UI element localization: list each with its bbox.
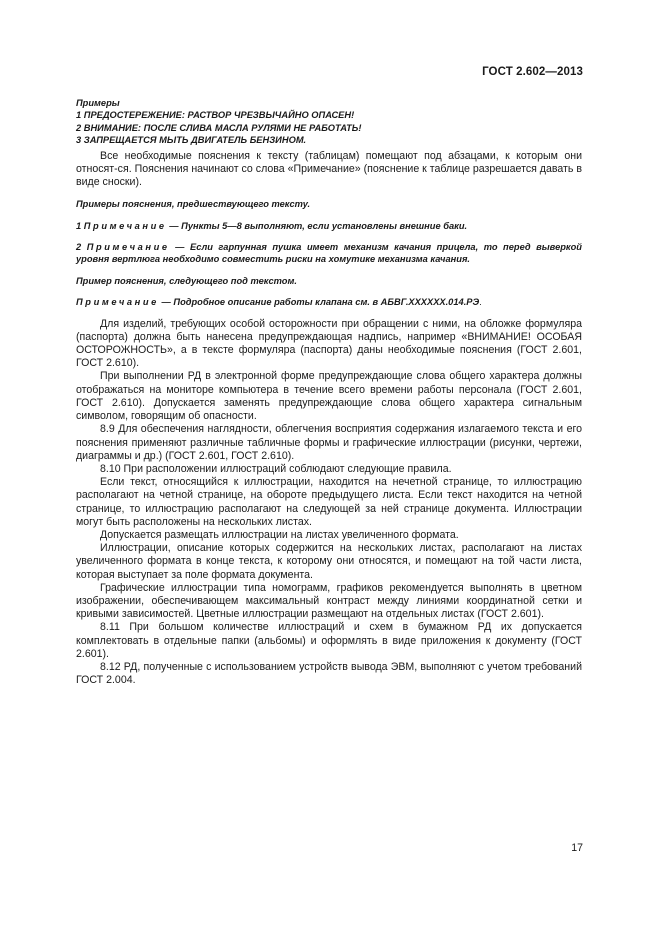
note-2-text: — Если гарпунная пушка имеет механизм качания прицела, то перед выверкой уровня вертлюга необходимо совместить риски на хомутике механизма качания. bbox=[76, 242, 582, 265]
note-3 bbox=[76, 296, 582, 308]
note-3-label: Примечание bbox=[76, 297, 159, 308]
note-1-label: Примечание bbox=[83, 220, 167, 231]
note-3-text: — Подробное описание работы клапана см. в АБВГ.XXXXXX.014.РЭ bbox=[158, 297, 480, 308]
note-3-end: . bbox=[479, 297, 482, 308]
paragraph-8-10: 8.10 При расположении иллюстраций соблюдают следующие правила. bbox=[100, 462, 452, 475]
document-code-header: ГОСТ 2.602—2013 bbox=[482, 66, 583, 78]
examples-preceding-title: Примеры пояснения, предшествующего тексту. bbox=[76, 199, 311, 210]
paragraph-caution: Для изделий, требующих особой осторожности при обращении с ними, на обложке формуляра (паспорта) должна быть нанесена предупреждающая надпись, например «ВНИМАНИЕ! ОСОБАЯ ОСТОРОЖНОСТЬ», а в тексте формуляра (паспорта) даны необходимые пояснения (ГОСТ 2.601, ГОСТ 2.610). bbox=[76, 317, 582, 370]
note-2-number: 2 bbox=[76, 242, 87, 253]
examples-following-title: Пример пояснения, следующего под текстом. bbox=[76, 275, 297, 286]
paragraph-electronic-form: При выполнении РД в электронной форме предупреждающие слова общего характера должны отображаться на мониторе компьютера в течение всего времени работы персонала (ГОСТ 2.601, ГОСТ 2.610). Допускается заменять предупреждающие слова общего характера сигнальным символом, говорящим об опасности. bbox=[76, 370, 582, 423]
paragraph-enlarged-format: Допускается размещать иллюстрации на листах увеличенного формата. bbox=[100, 528, 459, 541]
examples-title: Примеры bbox=[76, 98, 120, 108]
note-1 bbox=[76, 220, 582, 232]
note-1-text: — Пункты 5—8 выполняют, если установлены внешние баки. bbox=[166, 220, 468, 231]
paragraph-odd-page: Если текст, относящийся к иллюстрации, находится на нечетной странице, то иллюстрацию располагают на четной странице, на обороте предыдущего листа. Если текст находится на четной странице, то иллюстрацию располагают на следующей за ней странице документа. Иллюстрации могут быть расположены на нескольких листах. bbox=[76, 476, 582, 528]
example-warning-2: 2 ВНИМАНИЕ: ПОСЛЕ СЛИВА МАСЛА РУЛЯМИ НЕ РАБОТАТЬ! bbox=[76, 122, 362, 133]
paragraph-graphic-illustrations: Графические иллюстрации типа номограмм, графиков рекомендуется выполнять в цветном изображении, обеспечивающем максимальный контраст между линиями координатной сетки и кривыми зависимостей. Цветные иллюстрации размещают на отдельных листах (ГОСТ 2.601). bbox=[76, 581, 582, 621]
note-1-number: 1 bbox=[76, 220, 84, 231]
note-2 bbox=[76, 241, 582, 266]
note-2-label: Примечание bbox=[86, 242, 170, 253]
paragraph-8-12: 8.12 РД, полученные с использованием устройств вывода ЭВМ, выполняют с учетом требований ГОСТ 2.004. bbox=[76, 660, 582, 687]
paragraph-explanations: Все необходимые пояснения к тексту (таблицам) помещают под абзацами, к которым они относят-ся. Пояснения начинают со слова «Примечание» (пояснение к таблице разрешается давать в виде сноски). bbox=[76, 149, 582, 189]
example-warning-1: 1 ПРЕДОСТЕРЕЖЕНИЕ: РАСТВОР ЧРЕЗВЫЧАЙНО ОПАСЕН! bbox=[76, 110, 355, 121]
page-number: 17 bbox=[571, 842, 583, 854]
paragraph-8-11: 8.11 При большом количестве иллюстраций и схем в бумажном РД их допускается комплектовать в отдельные папки (альбомы) и оформлять в виде приложения к документу (ГОСТ 2.601). bbox=[76, 621, 582, 660]
paragraph-multi-sheet: Иллюстрации, описание которых содержится на нескольких листах, располагают на листах увеличенного формата в конце текста, к которому они относятся, и помещают на той части листа, которая выступает за поле формата документа. bbox=[76, 542, 582, 581]
paragraph-8-9: 8.9 Для обеспечения наглядности, облегчения восприятия содержания излагаемого текста и его пояснения применяют различные табличные формы и графические иллюстрации (рисунки, чертежи, диаграммы и др.) (ГОСТ 2.601, ГОСТ 2.610). bbox=[76, 423, 582, 462]
example-warning-3: 3 ЗАПРЕЩАЕТСЯ МЫТЬ ДВИГАТЕЛЬ БЕНЗИНОМ. bbox=[76, 135, 307, 146]
page-body bbox=[76, 97, 582, 687]
